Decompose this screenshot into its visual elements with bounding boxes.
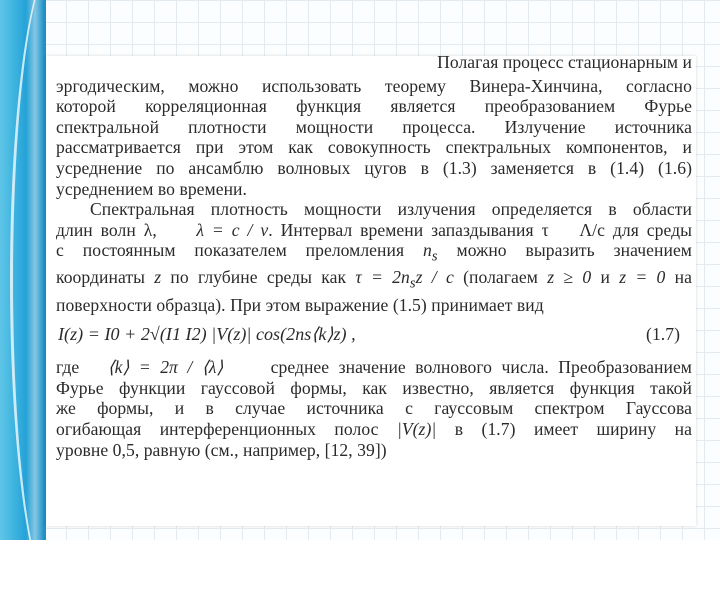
text-fragment: среднее значение волнового числа. Преобразованием <box>270 357 692 378</box>
text-line-15: же формы, и в случае источника с гауссовым спектром Гауссова <box>56 398 692 419</box>
inline-formula: z = 0 <box>619 267 666 288</box>
inline-variable: z <box>154 267 162 288</box>
text-fragment: можно выразить значением <box>456 240 692 261</box>
equation-1-7 <box>56 317 692 351</box>
text-line-3: которой корреляционная функция является преобразованием Фурье <box>56 96 692 117</box>
text-fragment: где <box>56 357 80 378</box>
inline-formula: $\tau = 2n_sz / c$ <box>355 267 454 292</box>
text-line-9 <box>56 220 692 241</box>
text-fragment: с постоянным показателем преломления <box>56 240 405 261</box>
text-fragment: огибающая интерференционных полос <box>56 418 379 439</box>
equation-number: (1.7) <box>646 323 680 344</box>
text-fragment: Λ/c для среды <box>579 219 692 240</box>
text-line-12: поверхности образца). При этом выражение (1.5) принимает вид <box>56 294 544 315</box>
text-fragment: . Интервал времени запаздывания τ <box>268 219 549 240</box>
text-fragment: координаты <box>56 267 145 288</box>
text-line-2: эргодическим, можно использовать теорему Винера-Хинчина, согласно <box>56 75 692 96</box>
text-line-11 <box>56 267 692 294</box>
text-line-14: Фурье функции гауссовой формы, как известно, является функция такой <box>56 377 692 398</box>
document-text <box>56 52 692 460</box>
equation-formula: I(z) = I0 + 2√(I1 I2) |V(z)| cos(2ns⟨k⟩z) , <box>58 323 356 344</box>
inline-formula: z ≥ 0 <box>547 267 592 288</box>
text-line-6: усреднение по ансамблю волновых цугов в (1.3) заменяется в (1.4) (1.6) <box>56 157 692 178</box>
text-line-4: спектральной плотности мощности процесса. Излучение источника <box>56 116 692 137</box>
text-line-13 <box>56 357 692 378</box>
text-line-1: Полагая процесс стационарным и <box>437 52 692 72</box>
text-line-10 <box>56 240 692 267</box>
inline-formula: λ = c / ν <box>196 219 269 240</box>
text-line-7: усреднением во времени. <box>56 178 247 199</box>
left-decorative-bar <box>0 0 46 540</box>
text-line-16 <box>56 419 692 440</box>
text-fragment: на <box>674 267 692 288</box>
text-fragment: в (1.7) имеет ширину на <box>454 418 693 439</box>
text-fragment: длин волн λ, <box>56 219 157 240</box>
inline-formula: |V(z)| <box>396 418 437 439</box>
text-fragment: по глубине среды как <box>170 267 347 288</box>
inline-formula: ⟨k⟩ = 2π / ⟨λ⟩ <box>107 357 224 378</box>
text-line-5: рассматривается при этом как совокупность спектральных компонентов, и <box>56 137 692 158</box>
text-fragment: и <box>600 267 610 288</box>
text-fragment: (полагаем <box>463 267 538 288</box>
inline-formula: $n_s$ <box>423 240 438 265</box>
text-line-17: уровне 0,5, равную (см., например, [12, 39]) <box>56 439 387 460</box>
text-line-8: Спектральная плотность мощности излучения определяется в области <box>90 199 692 220</box>
